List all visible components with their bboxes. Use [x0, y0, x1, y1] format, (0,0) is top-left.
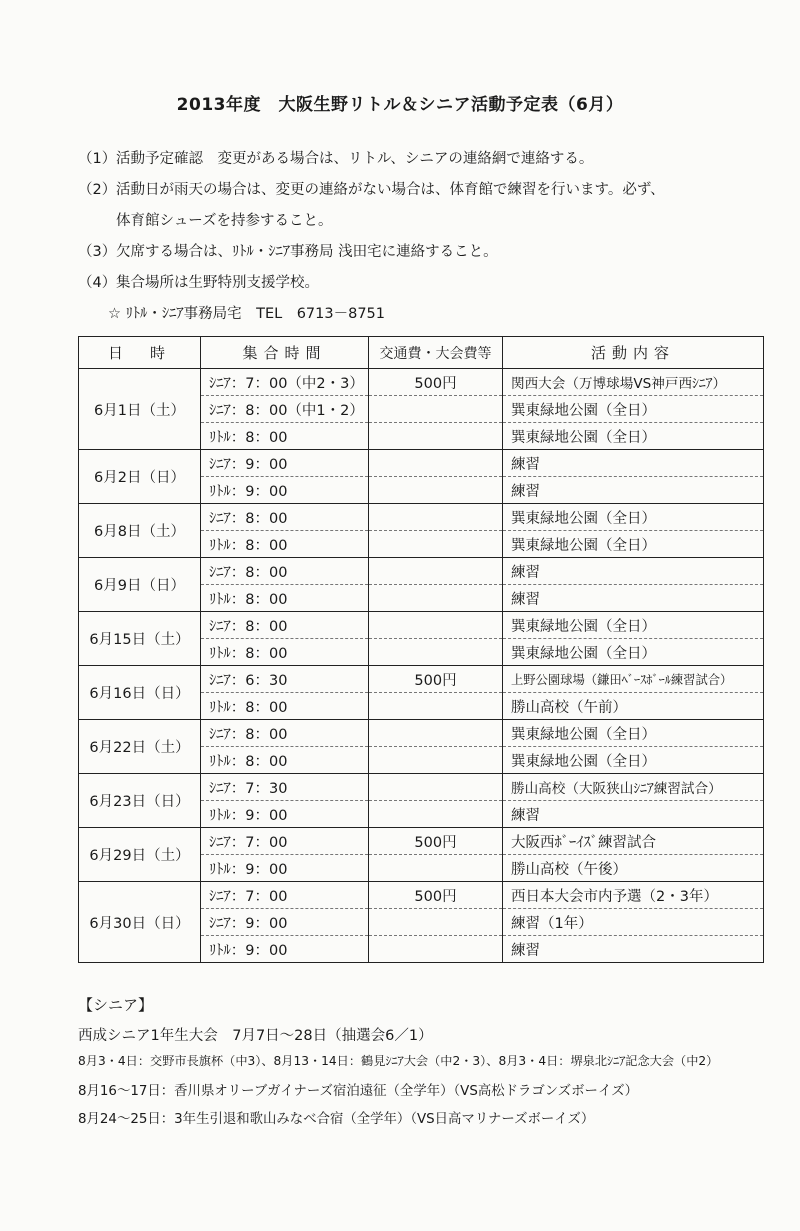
activity-cell: 巽東緑地公園（全日） [503, 423, 764, 450]
senior-heading: 【シニア】 [78, 996, 154, 1014]
note-number: （4） [78, 275, 117, 291]
fee-cell [369, 936, 503, 963]
note-text: 集合場所は生野特別支援学校。 [116, 275, 319, 291]
time-cell: ｼﾆｱ：7：00（中2・3） [201, 369, 369, 396]
fee-cell [369, 585, 503, 612]
date-cell: 6月29日（土） [79, 828, 201, 882]
time-cell: ﾘﾄﾙ：8：00 [201, 585, 369, 612]
table-row [79, 828, 764, 855]
fee-cell [369, 720, 503, 747]
table-row [79, 774, 764, 801]
activity-cell: 上野公園球場（鎌田ﾍﾞｰｽﾎﾞｰﾙ練習試合） [503, 666, 764, 693]
table-header-row [79, 337, 764, 369]
header-fee: 交通費・大会費等 [369, 337, 503, 369]
fee-cell [369, 612, 503, 639]
table-row [79, 882, 764, 909]
fee-cell [369, 909, 503, 936]
senior-event-line: 西成シニア1年生大会 7月7日～28日（抽選会6／1） [78, 1028, 433, 1044]
fee-cell [369, 423, 503, 450]
date-cell: 6月15日（土） [79, 612, 201, 666]
activity-cell: 大阪西ﾎﾞｰｲｽﾞ練習試合 [503, 828, 764, 855]
fee-cell [369, 558, 503, 585]
activity-cell: 巽東緑地公園（全日） [503, 531, 764, 558]
table-row [79, 666, 764, 693]
date-cell: 6月22日（土） [79, 720, 201, 774]
note-text: 体育館シューズを持参すること。 [116, 213, 333, 229]
senior-event-line: 8月3・4日：交野市長旗杯（中3）、8月13・14日：鶴見ｼﾆｱ大会（中2・3）、8月3・4日：堺泉北ｼﾆｱ記念大会（中2） [78, 1054, 719, 1068]
note-item [78, 271, 768, 302]
table-row [79, 369, 764, 396]
time-cell: ﾘﾄﾙ：9：00 [201, 855, 369, 882]
table-row [79, 612, 764, 639]
fee-cell [369, 504, 503, 531]
fee-cell [369, 531, 503, 558]
fee-cell [369, 396, 503, 423]
activity-cell: 関西大会（万博球場VS神戸西ｼﾆｱ） [503, 369, 764, 396]
note-item [78, 178, 768, 209]
activity-cell: 練習 [503, 477, 764, 504]
schedule-table [78, 336, 764, 963]
activity-cell: 巽東緑地公園（全日） [503, 504, 764, 531]
fee-cell [369, 693, 503, 720]
notes-list [78, 147, 768, 333]
table-row [79, 504, 764, 531]
time-cell: ｼﾆｱ：8：00 [201, 558, 369, 585]
note-item [78, 147, 768, 178]
activity-cell: 巽東緑地公園（全日） [503, 639, 764, 666]
page-title: 2013年度 大阪生野リトル＆シニア活動予定表（6月） [176, 95, 624, 115]
note-number: （2） [78, 182, 117, 198]
activity-cell: 勝山高校（午前） [503, 693, 764, 720]
table-row [79, 720, 764, 747]
time-cell: ｼﾆｱ：8：00 [201, 504, 369, 531]
fee-cell: 500円 [369, 828, 503, 855]
activity-cell: 勝山高校（午後） [503, 855, 764, 882]
activity-cell: 巽東緑地公園（全日） [503, 720, 764, 747]
activity-cell: 巽東緑地公園（全日） [503, 612, 764, 639]
fee-cell [369, 747, 503, 774]
fee-cell: 500円 [369, 666, 503, 693]
activity-cell: 練習（1年） [503, 909, 764, 936]
date-cell: 6月8日（土） [79, 504, 201, 558]
time-cell: ｼﾆｱ：8：00 [201, 612, 369, 639]
time-cell: ﾘﾄﾙ：9：00 [201, 936, 369, 963]
senior-event-line: 8月24～25日：3年生引退和歌山みなべ合宿（全学年）（VS日高マリナーズボーイズ） [78, 1112, 595, 1127]
date-cell: 6月23日（日） [79, 774, 201, 828]
time-cell: ﾘﾄﾙ：8：00 [201, 639, 369, 666]
note-text: 活動予定確認 変更がある場合は、リトル、シニアの連絡網で連絡する。 [116, 151, 594, 167]
activity-cell: 練習 [503, 585, 764, 612]
table-row [79, 558, 764, 585]
note-number: （1） [78, 151, 117, 167]
fee-cell: 500円 [369, 882, 503, 909]
time-cell: ｼﾆｱ：7：00 [201, 882, 369, 909]
time-cell: ﾘﾄﾙ：8：00 [201, 747, 369, 774]
date-cell: 6月9日（日） [79, 558, 201, 612]
fee-cell: 500円 [369, 369, 503, 396]
time-cell: ﾘﾄﾙ：8：00 [201, 693, 369, 720]
note-text: 活動日が雨天の場合は、変更の連絡がない場合は、体育館で練習を行います。必ず、 [116, 182, 665, 198]
senior-event-line: 8月16～17日：香川県オリーブガイナーズ宿泊遠征（全学年）（VS高松ドラゴンズボーイズ） [78, 1084, 638, 1099]
activity-cell: 練習 [503, 801, 764, 828]
date-cell: 6月16日（日） [79, 666, 201, 720]
time-cell: ﾘﾄﾙ：8：00 [201, 423, 369, 450]
header-date: 日 時 [79, 337, 201, 369]
date-cell: 6月1日（土） [79, 369, 201, 450]
time-cell: ﾘﾄﾙ：9：00 [201, 477, 369, 504]
activity-cell: 西日本大会市内予選（2・3年） [503, 882, 764, 909]
activity-cell: 巽東緑地公園（全日） [503, 747, 764, 774]
activity-cell: 勝山高校（大阪狭山ｼﾆｱ練習試合） [503, 774, 764, 801]
note-number: （3） [78, 244, 117, 260]
time-cell: ﾘﾄﾙ：8：00 [201, 531, 369, 558]
time-cell: ｼﾆｱ：9：00 [201, 909, 369, 936]
date-cell: 6月30日（日） [79, 882, 201, 963]
time-cell: ｼﾆｱ：6：30 [201, 666, 369, 693]
fee-cell [369, 450, 503, 477]
activity-cell: 巽東緑地公園（全日） [503, 396, 764, 423]
activity-cell: 練習 [503, 936, 764, 963]
contact-line: ☆ ﾘﾄﾙ・ｼﾆｱ事務局宅 TEL 6713－8751 [108, 306, 386, 322]
header-activity: 活動内容 [503, 337, 764, 369]
date-cell: 6月2日（日） [79, 450, 201, 504]
note-text: 欠席する場合は、ﾘﾄﾙ・ｼﾆｱ事務局 浅田宅に連絡すること。 [116, 244, 498, 260]
table-row [79, 450, 764, 477]
fee-cell [369, 477, 503, 504]
time-cell: ｼﾆｱ：9：00 [201, 450, 369, 477]
activity-cell: 練習 [503, 450, 764, 477]
header-time: 集合時間 [201, 337, 369, 369]
time-cell: ｼﾆｱ：8：00 [201, 720, 369, 747]
activity-cell: 練習 [503, 558, 764, 585]
fee-cell [369, 855, 503, 882]
note-item [78, 240, 768, 271]
fee-cell [369, 639, 503, 666]
fee-cell [369, 801, 503, 828]
time-cell: ｼﾆｱ：7：00 [201, 828, 369, 855]
time-cell: ｼﾆｱ：8：00（中1・2） [201, 396, 369, 423]
time-cell: ﾘﾄﾙ：9：00 [201, 801, 369, 828]
time-cell: ｼﾆｱ：7：30 [201, 774, 369, 801]
fee-cell [369, 774, 503, 801]
note-item-continued [78, 209, 768, 240]
senior-section [78, 994, 778, 1136]
